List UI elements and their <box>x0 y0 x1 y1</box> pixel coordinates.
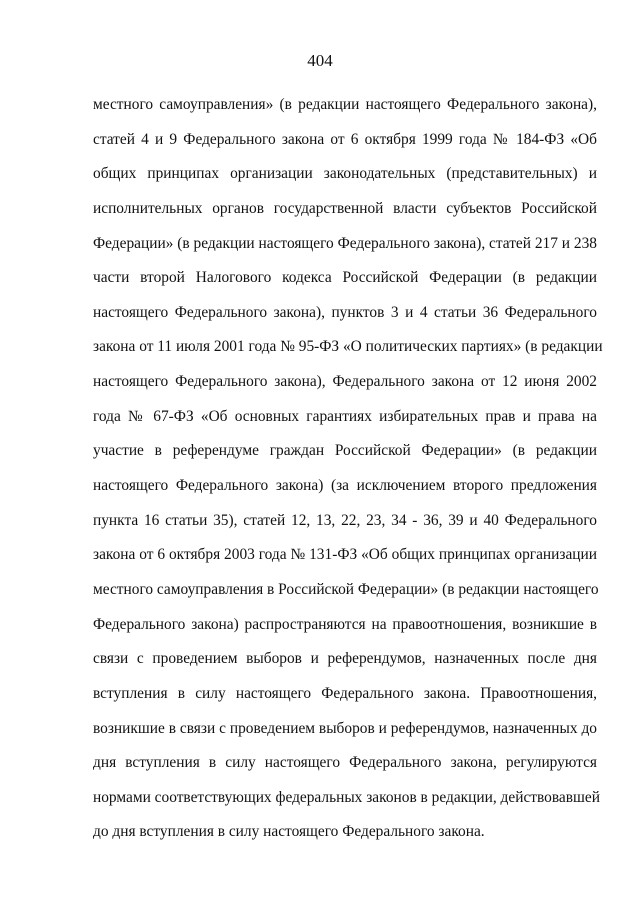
text-line: связи с проведением выборов и референдумов, назначенных после дня <box>93 650 597 668</box>
text-line: исполнительных органов государственной власти субъектов Российской <box>93 199 597 217</box>
text-line: участие в референдуме граждан Российской Федерации» (в редакции <box>93 442 597 460</box>
text-line: статей 4 и 9 Федерального закона от 6 октября 1999 года № 184-ФЗ «Об <box>93 130 597 148</box>
text-line: Федерации» (в редакции настоящего Федерального закона), статей 217 и 238 <box>93 234 597 252</box>
text-line: местного самоуправления в Российской Федерации» (в редакции настоящего <box>93 580 599 598</box>
text-line: закона от 11 июля 2001 года № 95-ФЗ «О политических партиях» (в редакции <box>93 338 603 356</box>
text-line: вступления в силу настоящего Федерального закона. Правоотношения, <box>93 684 597 702</box>
text-line: общих принципах организации законодательных (представительных) и <box>93 165 597 183</box>
body-text <box>93 95 603 857</box>
text-line: возникшие в связи с проведением выборов и референдумов, назначенных до <box>93 719 597 737</box>
text-line: настоящего Федерального закона) (за исключением второго предложения <box>93 477 597 495</box>
text-line: года № 67-ФЗ «Об основных гарантиях избирательных прав и права на <box>93 407 597 425</box>
text-line: настоящего Федерального закона), Федерального закона от 12 июня 2002 <box>93 373 597 391</box>
text-line: нормами соответствующих федеральных законов в редакции, действовавшей <box>93 788 600 806</box>
page-number: 404 <box>307 51 333 70</box>
text-line: пункта 16 статьи 35), статей 12, 13, 22, 23, 34 - 36, 39 и 40 Федерального <box>93 511 597 529</box>
text-line: дня вступления в силу настоящего Федерального закона, регулируются <box>93 754 597 772</box>
text-line: до дня вступления в силу настоящего Федерального закона. <box>93 823 485 841</box>
text-line: Федерального закона) распространяются на правоотношения, возникшие в <box>93 615 597 633</box>
text-line: местного самоуправления» (в редакции настоящего Федерального закона), <box>93 96 597 113</box>
text-line: закона от 6 октября 2003 года № 131-ФЗ «Об общих принципах организации <box>93 546 597 564</box>
text-line: настоящего Федерального закона), пунктов 3 и 4 статьи 36 Федерального <box>93 303 597 321</box>
text-line: части второй Налогового кодекса Российской Федерации (в редакции <box>93 269 597 287</box>
